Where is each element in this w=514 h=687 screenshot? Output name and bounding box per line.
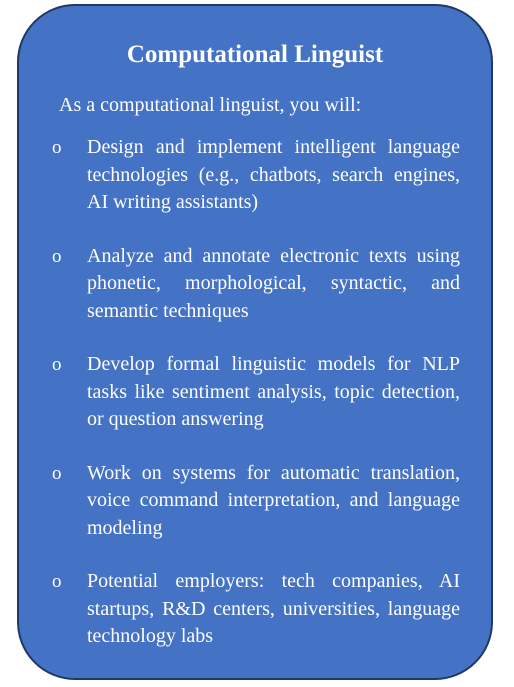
bullet-list [19, 134, 491, 677]
card-title: Computational Linguist [126, 41, 384, 68]
bullet-marker-icon: o [52, 137, 62, 158]
bullet-text: Analyze and annotate electronic texts using phonetic, morphological, syntactic, and semantic techniques [87, 244, 460, 322]
bullet-marker-icon: o [52, 462, 62, 484]
bullet-item [19, 568, 491, 651]
bullet-marker-icon: o [52, 245, 62, 267]
bullet-item [19, 351, 491, 434]
info-card [17, 4, 493, 680]
bullet-marker-icon: o [52, 571, 62, 592]
bullet-marker-icon: o [52, 354, 62, 375]
bullet-text: Develop formal linguistic models for NLP tasks like sentiment analysis, topic detection, or question answering [87, 353, 460, 430]
bullet-text: Work on systems for automatic translation, voice command interpretation, and language modeling [87, 461, 460, 539]
bullet-item [19, 243, 491, 326]
bullet-item [19, 134, 491, 217]
bullet-item [19, 460, 491, 543]
card-intro: As a computational linguist, you will: [59, 94, 362, 116]
bullet-text: Design and implement intelligent language technologies (e.g., chatbots, search engines, AI writing assistants) [87, 136, 460, 213]
bullet-text: Potential employers: tech companies, AI startups, R&D centers, universities, language technology labs [87, 570, 460, 647]
